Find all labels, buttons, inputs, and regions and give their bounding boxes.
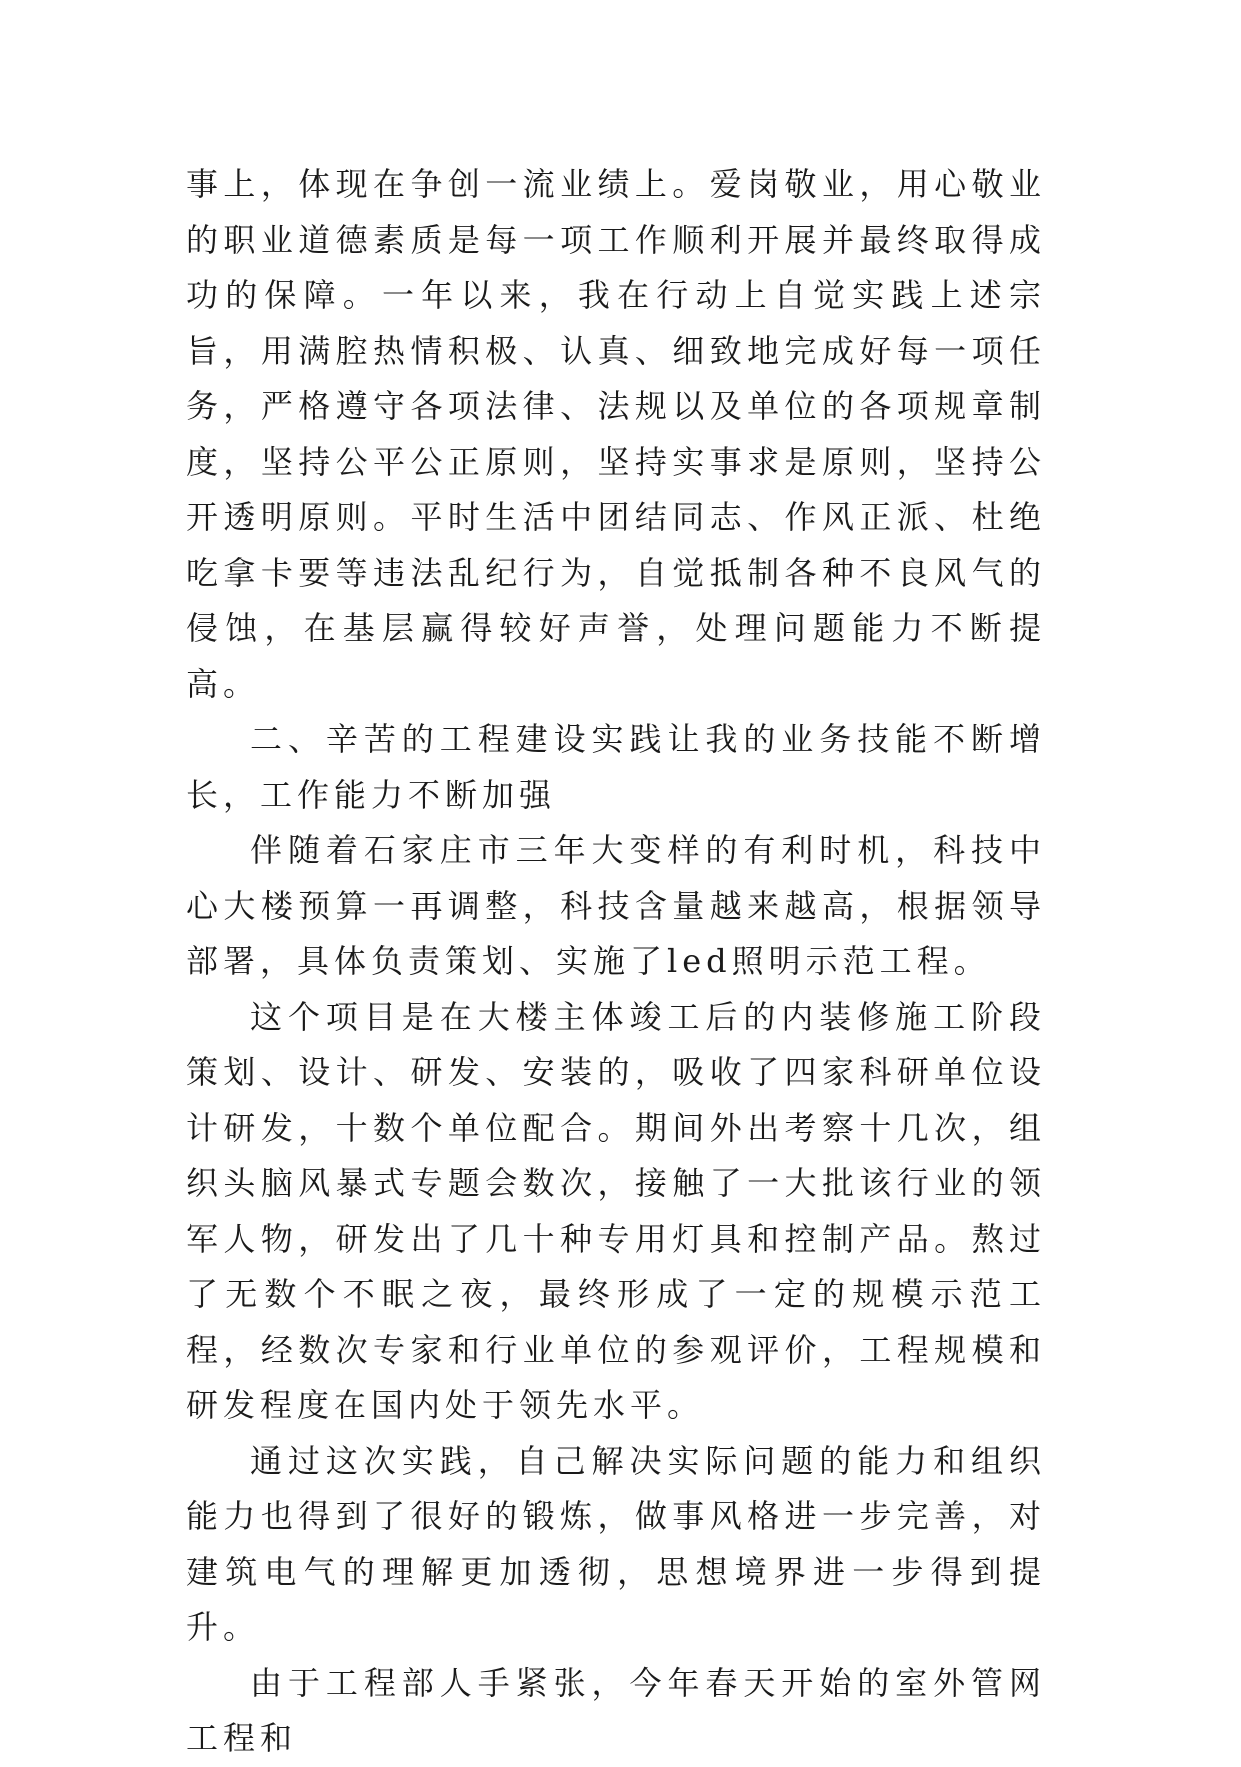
paragraph-led-project-intro: 伴随着石家庄市三年大变样的有利时机，科技中心大楼预算一再调整，科技含量越来越高，根据领导部署，具体负责策划、实施了led照明示范工程。 <box>186 831 1046 980</box>
paragraph-practice-outcome: 通过这次实践，自己解决实际问题的能力和组织能力也得到了很好的锻炼，做事风格进一步完善，对建筑电气的理解更加透彻，思想境界进一步得到提升。 <box>186 1441 1046 1646</box>
paragraph-pipeline-project: 由于工程部人手紧张，今年春天开始的室外管网工程和 <box>186 1663 1046 1757</box>
document-body <box>186 157 1046 1767</box>
section-heading-two: 二、辛苦的工程建设实践让我的业务技能不断增长，工作能力不断加强 <box>186 720 1046 814</box>
paragraph-continuation: 事上，体现在争创一流业绩上。爱岗敬业，用心敬业的职业道德素质是每一项工作顺利开展并最终取得成功的保障。一年以来，我在行动上自觉实践上述宗旨，用满腔热情积极、认真、细致地完成好每一项任务，严格遵守各项法律、法规以及单位的各项规章制度，坚持公平公正原则，坚持实事求是原则，坚持公开透明原则。平时生活中团结同志、作风正派、杜绝吃拿卡要等违法乱纪行为，自觉抵制各种不良风气的侵蚀，在基层赢得较好声誉，处理问题能力不断提高。 <box>186 165 1046 703</box>
paragraph-project-details: 这个项目是在大楼主体竣工后的内装修施工阶段策划、设计、研发、安装的，吸收了四家科研单位设计研发，十数个单位配合。期间外出考察十几次，组织头脑风暴式专题会数次，接触了一大批该行业的领军人物，研发出了几十种专用灯具和控制产品。熬过了无数个不眠之夜，最终形成了一定的规模示范工程，经数次专家和行业单位的参观评价，工程规模和研发程度在国内处于领先水平。 <box>186 997 1046 1424</box>
